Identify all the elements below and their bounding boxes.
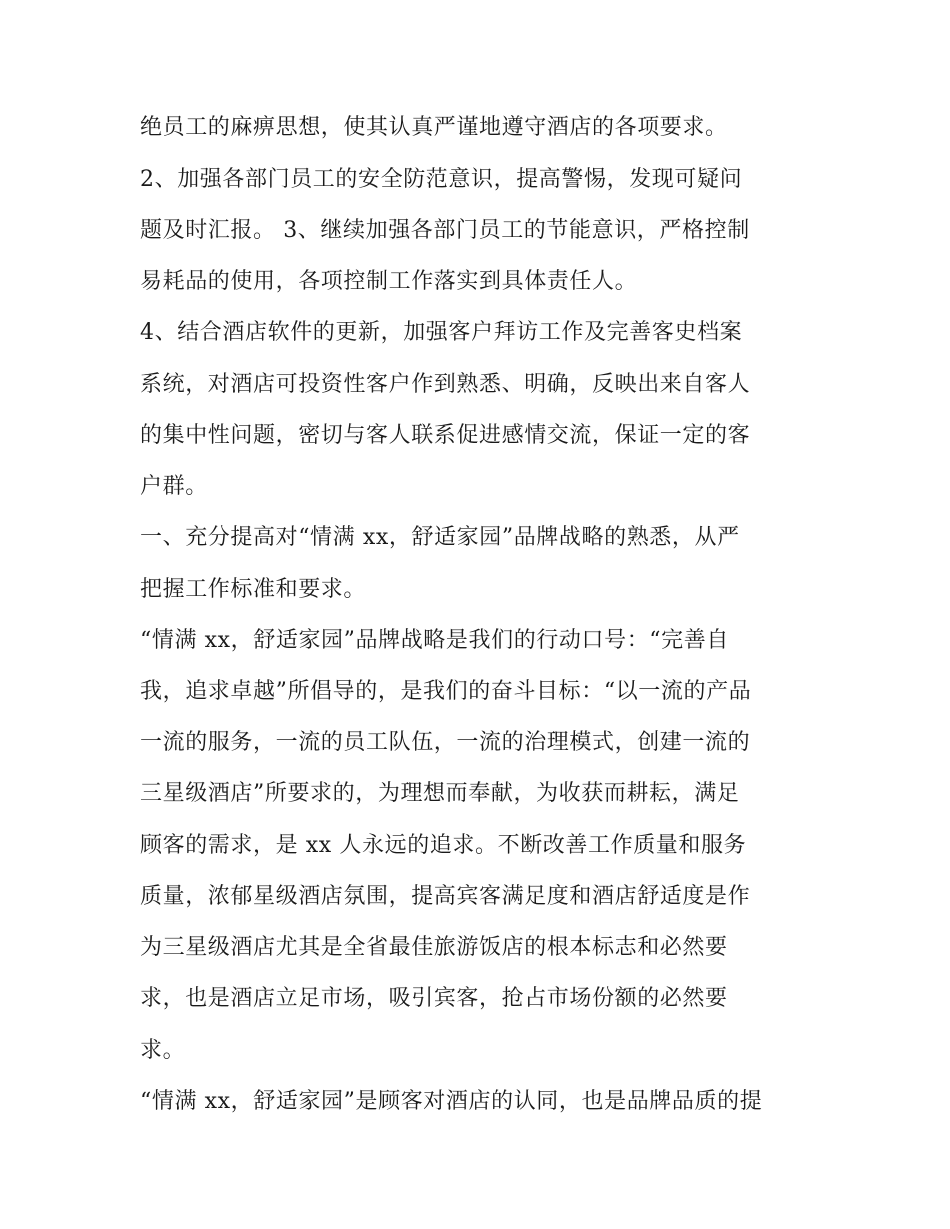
text-line: 求，也是酒店立足市场，吸引宾客，抢占市场份额的必然要 <box>140 986 728 1011</box>
text-line: 我，追求卓越”所倡导的，是我们的奋斗目标：“以一流的产品 <box>140 679 752 704</box>
text-line: 质量，浓郁星级酒店氛围，提高宾客满足度和酒店舒适度是作 <box>140 884 751 909</box>
text-line: “情满 xx，舒适家园”品牌战略是我们的行动口号：“完善自 <box>140 628 729 653</box>
text-line: 的集中性问题，密切与客人联系促进感情交流，保证一定的客 <box>140 423 751 448</box>
text-line: 4、结合酒店软件的更新，加强客户拜访工作及完善客史档案 <box>140 320 743 345</box>
text-line: 把握工作标准和要求。 <box>140 577 367 602</box>
text-line: 易耗品的使用，各项控制工作落实到具体责任人。 <box>140 269 638 294</box>
text-line: 绝员工的麻痹思想，使其认真严谨地遵守酒店的各项要求。 <box>140 115 728 140</box>
text-line: 2、加强各部门员工的安全防范意识，提高警惕，发现可疑问 <box>140 167 743 192</box>
text-line: 为三星级酒店尤其是全省最佳旅游饭店的根本标志和必然要 <box>140 935 728 960</box>
text-line: “情满 xx，舒适家园”是顾客对酒店的认同，也是品牌品质的提 <box>140 1089 763 1114</box>
text-line: 户群。 <box>140 474 208 499</box>
text-line: 一流的服务，一流的员工队伍，一流的治理模式，创建一流的 <box>140 730 751 755</box>
text-line: 求。 <box>140 1038 186 1063</box>
text-line: 题及时汇报。 3、继续加强各部门员工的节能意识，严格控制 <box>140 218 750 243</box>
text-line: 顾客的需求，是 xx 人永远的追求。不断改善工作质量和服务 <box>140 833 747 858</box>
text-line: 一、充分提高对“情满 xx，舒适家园”品牌战略的熟悉，从严 <box>140 525 740 550</box>
text-line: 三星级酒店”所要求的，为理想而奉献，为收获而耕耘，满足 <box>140 781 740 806</box>
text-line: 系统，对酒店可投资性客户作到熟悉、明确，反映出来自客人 <box>140 372 751 397</box>
